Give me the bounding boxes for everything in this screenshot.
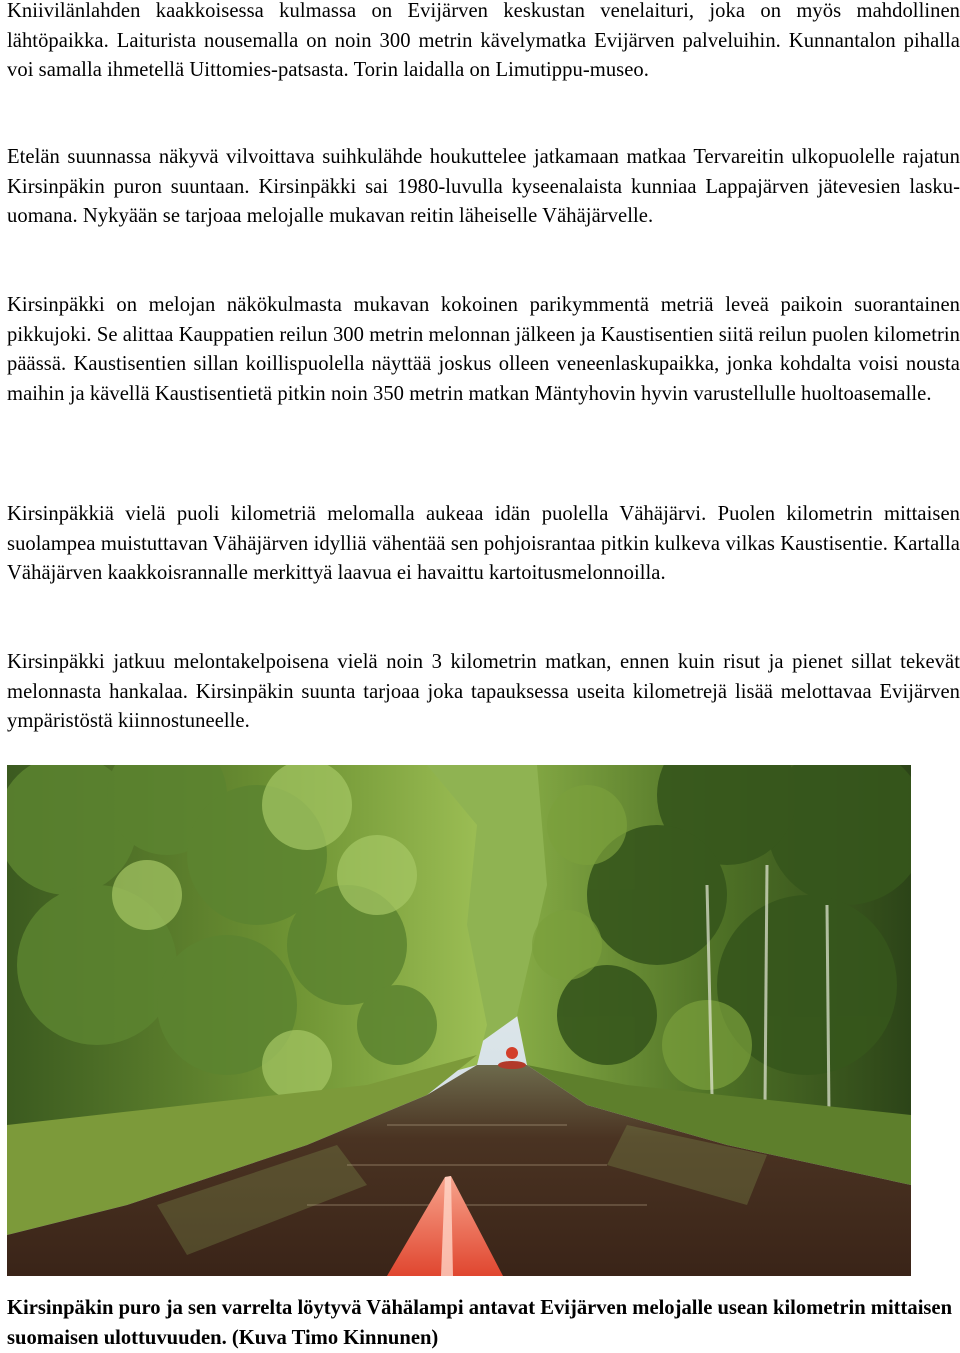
stream-photo [7,765,911,1276]
paragraph-3: Kirsinpäkki on melojan näkökulmasta mukavan kokoinen parikymmentä metriä leveä paikoin suorantainen pikkujoki. Se alittaa Kauppatien reilun 300 metrin melonnan jälkeen ja Kaustisentien siitä reilun puolen kilometrin päässä. Kaustisentien sillan koillispuolella näyttää joskus olleen veneenlaskupaikka, jonka kohdalta voisi nousta maihin ja kävellä Kaustisentietä pitkin noin 350 metrin matkan Mäntyhovin hyvin varustellulle huoltoasemalle. [7,294,960,405]
paragraph-1: Kniivilänlahden kaakkoisessa kulmassa on Evijärven keskustan venelaituri, joka on myös mahdollinen lähtöpaikka. Laiturista nousemalla on noin 300 metrin kävelymatka Evijärven palveluihin. Kunnantalon pihalla voi samalla ihmetellä Uittomies-patsasta. Torin laidalla on Limutippu-museo. [7,0,960,81]
paragraph-4: Kirsinpäkkiä vielä puoli kilometriä melomalla aukeaa idän puolella Vähäjärvi. Puolen kilometrin mittaisen suolampea muistuttavan Vähäjärven idylliä vähentää sen pohjoisrantaa pitkin kulkeva vilkas Kaustisentie. Kartalla Vähäjärven kaakkoisrannalle merkittyä laavua ei havaittu kartoitusmelonnoilla. [7,503,960,584]
photo-caption: Kirsinpäkin puro ja sen varrelta löytyvä Vähälampi antavat Evijärven melojalle usean kilometrin mittaisen suomaisen ulottuvuuden. (Kuva Timo Kinnunen) [7,1297,953,1349]
paragraph-2: Etelän suunnassa näkyvä vilvoittava suihkulähde houkuttelee jatkamaan matkaa Tervareitin ulkopuolelle rajatun Kirsinpäkin puron suuntaan. Kirsinpäkki sai 1980-luvulla kyseenalaista kunniaa Lappajärven jätevesien lasku-uomana. Nykyään se tarjoaa melojalle mukavan reitin läheiselle Vähäjärvelle. [7,146,960,227]
paragraph-5: Kirsinpäkki jatkuu melontakelpoisena vielä noin 3 kilometrin matkan, ennen kuin risut ja pienet sillat tekevät melonnasta hankalaa. Kirsinpäkin suunta tarjoaa joka tapauksessa useita kilometrejä lisää melottavaa Evijärven ympäristöstä kiinnostuneelle. [7,651,960,732]
